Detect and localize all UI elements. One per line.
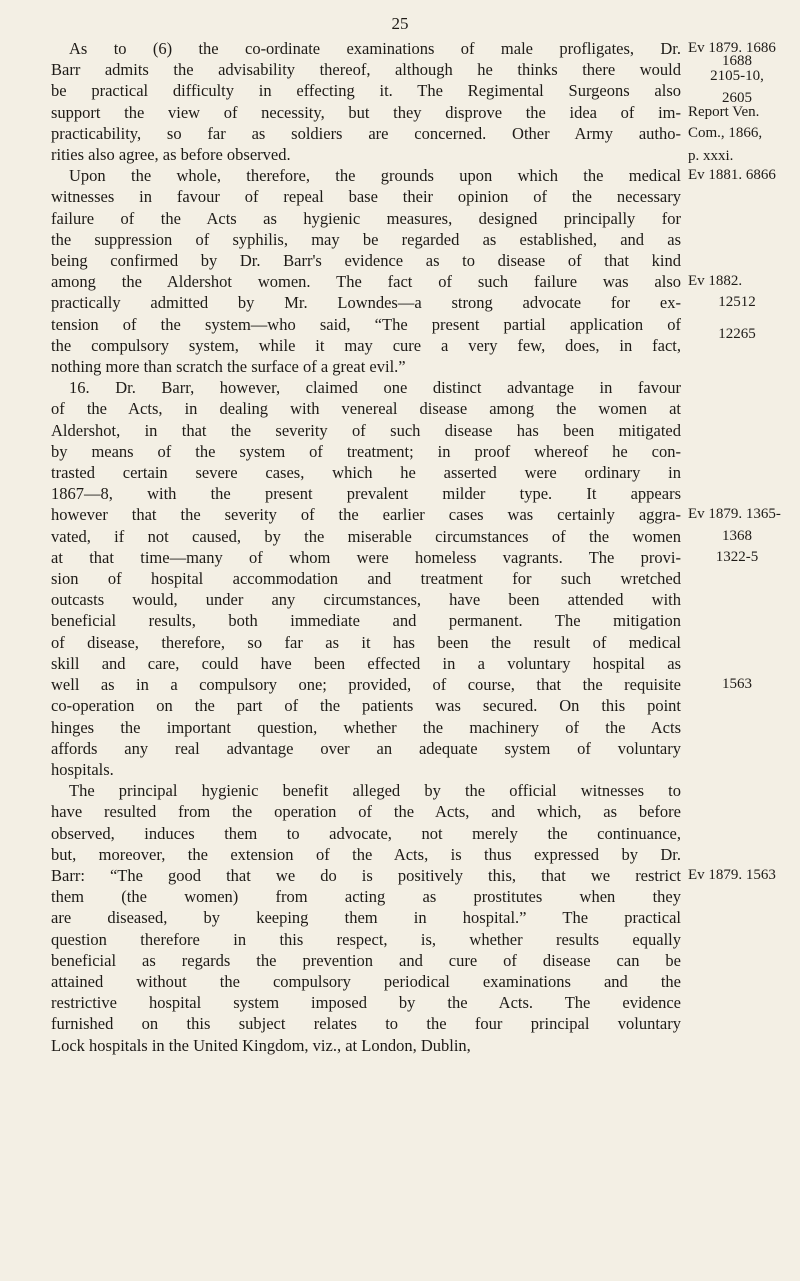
margin-note: Ev 1879. 1686 (688, 40, 776, 56)
margin-note: Ev 1882. (688, 273, 743, 290)
text-line: of disease, therefore, so far as it has been the result of medical (51, 632, 681, 652)
text-line: by means of the system of treatment; in proof whereof he con- (51, 441, 681, 461)
text-line: vated, if not caused, by the miserable circumstances of the women (51, 526, 681, 546)
margin-note: 12512 (718, 294, 756, 311)
text-line: are diseased, by keeping them in hospital.” The practical (51, 908, 681, 928)
margin-note: p. xxxi. (688, 148, 734, 164)
text-line: question therefore in this respect, is, whether results equally (51, 929, 681, 949)
text-line: being confirmed by Dr. Barr's evidence as to disease of that kind (51, 251, 681, 271)
text-line: Lock hospitals in the United Kingdom, viz., at London, Dublin, (51, 1035, 471, 1055)
text-line: beneficial as regards the prevention and cure of disease can be (51, 950, 681, 970)
margin-note: Report Ven. (688, 103, 760, 120)
text-line: beneficial results, both immediate and permanent. The mitigation (51, 611, 681, 631)
text-line: nothing more than scratch the surface of a great evil.” (51, 357, 406, 377)
text-line: rities also agree, as before observed. (51, 145, 291, 165)
margin-note: 1563 (722, 676, 752, 692)
text-line: 1867—8, with the present prevalent milder type. It appears (51, 484, 681, 504)
text-line: Upon the whole, therefore, the grounds upon which the medical (69, 166, 681, 186)
text-line: practically admitted by Mr. Lowndes—a strong advocate for ex- (51, 293, 681, 313)
text-line: be practical difficulty in effecting it. The Regimental Surgeons also (51, 81, 681, 101)
text-line: at that time—many of whom were homeless vagrants. The provi- (51, 547, 681, 567)
margin-note: 1688 (722, 53, 752, 70)
text-line: co-operation on the part of the patients was secured. On this point (51, 696, 681, 716)
text-line: tension of the system—who said, “The present partial application of (51, 314, 681, 334)
text-line: Barr: “The good that we do is positively this, that we restrict (51, 865, 681, 885)
text-line: hospitals. (51, 759, 114, 779)
text-line: outcasts would, under any circumstances, have been attended with (51, 590, 681, 610)
text-line: Aldershot, in that the severity of such disease has been mitigated (51, 420, 681, 440)
text-line: failure of the Acts as hygienic measures, designed principally for (51, 208, 681, 228)
text-line: As to (6) the co-ordinate examinations of male profligates, Dr. (69, 39, 681, 58)
margin-note: 12265 (718, 325, 756, 342)
margin-note: 2605 (722, 90, 752, 107)
text-line: among the Aldershot women. The fact of such failure was also (51, 272, 681, 292)
text-line: but, moreover, the extension of the Acts, is thus expressed by Dr. (51, 844, 681, 864)
margin-note: 1368 (722, 527, 752, 544)
margin-note: 2105-10, (710, 68, 764, 85)
text-line: of the Acts, in dealing with venereal disease among the women at (51, 399, 681, 419)
text-line: the suppression of syphilis, may be regarded as established, and as (51, 229, 681, 249)
margin-note: Ev 1879. 1563 (688, 866, 776, 883)
text-line: them (the women) from acting as prostitutes when they (51, 887, 681, 907)
text-line: The principal hygienic benefit alleged by the official witnesses to (69, 781, 681, 801)
text-line: observed, induces them to advocate, not merely the continuance, (51, 823, 681, 843)
text-line: sion of hospital accommodation and treatment for such wretched (51, 569, 681, 589)
margin-note: Ev 1881. 6866 (688, 167, 776, 184)
margin-note: 1322-5 (715, 548, 759, 565)
text-line: have resulted from the operation of the Acts, and which, as before (51, 802, 681, 822)
page-number: 25 (391, 14, 409, 33)
text-line: support the view of necessity, but they disprove the idea of im- (51, 102, 681, 122)
text-line: however that the severity of the earlier cases was certainly aggra- (51, 505, 681, 525)
text-line: affords any real advantage over an adequate system of voluntary (51, 738, 681, 758)
text-line: practicability, so far as soldiers are concerned. Other Army autho- (51, 123, 681, 143)
text-line: 16. Dr. Barr, however, claimed one distinct advantage in favour (69, 378, 681, 398)
margin-note: Ev 1879. 1365- (688, 506, 781, 523)
text-line: attained without the compulsory periodical examinations and the (51, 971, 681, 991)
text-line: furnished on this subject relates to the four principal voluntary (51, 1014, 681, 1034)
text-line: trasted certain severe cases, which he asserted were ordinary in (51, 463, 681, 483)
text-line: Barr admits the advisability thereof, although he thinks there would (51, 60, 681, 80)
text-line: well as in a compulsory one; provided, of course, that the requisite (51, 675, 681, 695)
text-line: restrictive hospital system imposed by the Acts. The evidence (51, 993, 681, 1013)
text-line: the compulsory system, while it may cure a very few, does, in fact, (51, 335, 681, 355)
text-line: witnesses in favour of repeal base their opinion of the necessary (51, 187, 681, 207)
text-line: hinges the important question, whether the machinery of the Acts (51, 717, 681, 737)
text-line: skill and care, could have been effected in a voluntary hospital as (51, 653, 681, 673)
margin-note: Com., 1866, (688, 124, 763, 141)
